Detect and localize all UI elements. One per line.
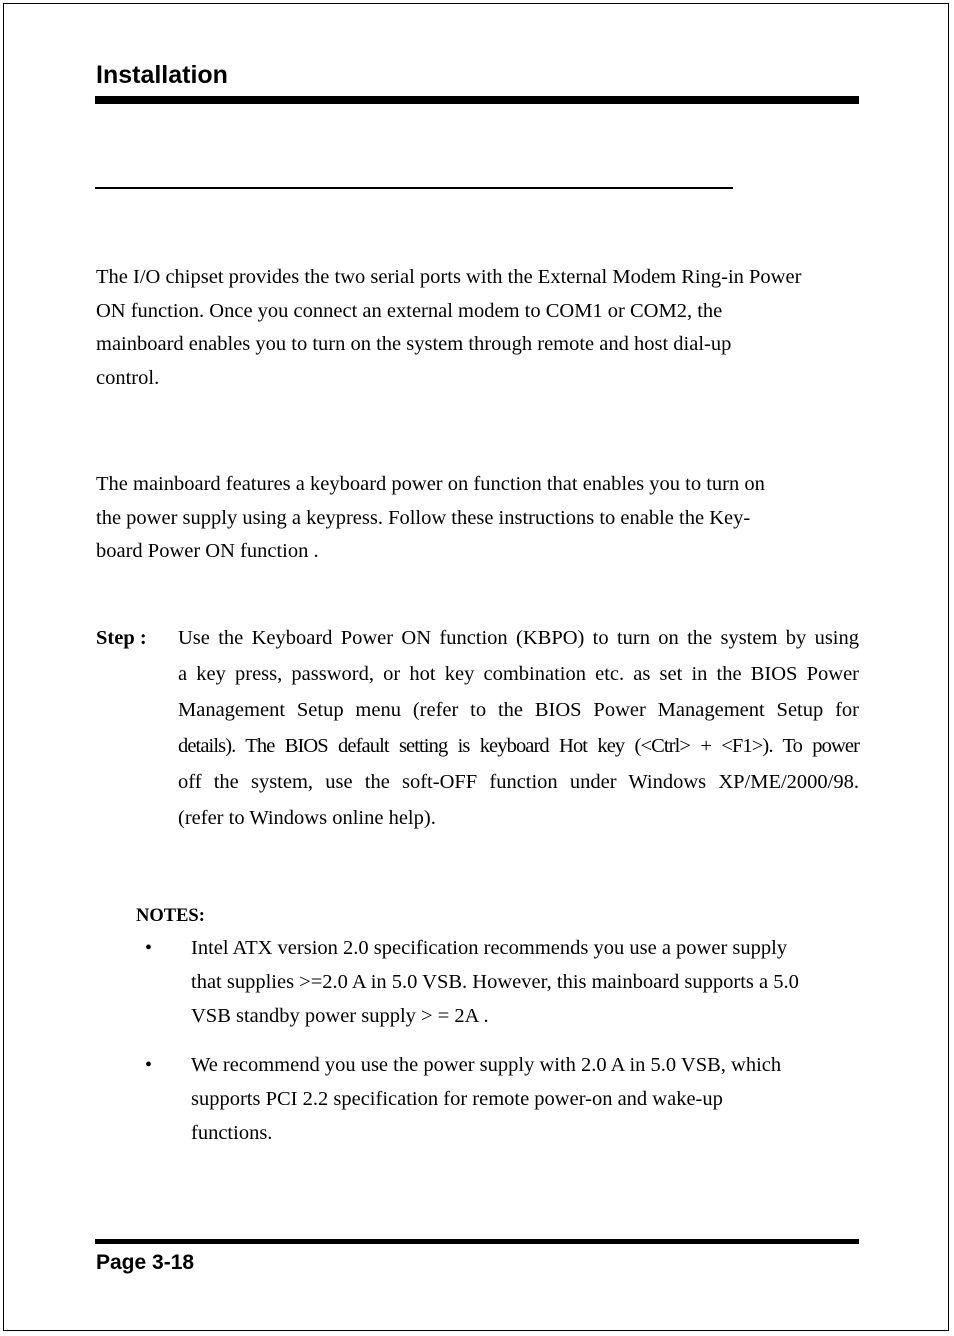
paragraph-line: board Power ON function . <box>96 540 319 562</box>
paragraph-line: The mainboard features a keyboard power on function that enables you to turn on <box>96 473 765 495</box>
paragraph-line: ON function. Once you connect an external modem to COM1 or COM2, the <box>96 299 723 322</box>
step-instructions <box>178 620 859 836</box>
step-line: Use the Keyboard Power ON function (KBPO) to turn on the system by using <box>178 627 859 649</box>
note-line: Intel ATX version 2.0 specification recommends you use a power supply <box>191 937 788 959</box>
paragraph-line: the power supply using a keypress. Follow these instructions to enable the Key- <box>96 506 751 529</box>
note-line: functions. <box>191 1122 273 1144</box>
section-heading-rule <box>95 187 733 189</box>
step-label: Step : <box>96 627 147 649</box>
step-line: a key press, password, or hot key combination etc. as set in the BIOS Power <box>178 663 859 685</box>
paragraph-line: The I/O chipset provides the two serial ports with the External Modem Ring-in Power <box>96 266 802 288</box>
bullet-icon: • <box>145 1054 153 1076</box>
note-item <box>191 931 861 1033</box>
note-line: supports PCI 2.2 specification for remote power-on and wake-up <box>191 1088 723 1110</box>
step-line: Management Setup menu (refer to the BIOS Power Management Setup for <box>178 699 859 721</box>
note-item <box>191 1048 861 1150</box>
header-rule <box>95 96 859 104</box>
paragraph-line: control. <box>96 366 160 389</box>
step-line: off the system, use the soft-OFF function under Windows XP/ME/2000/98. <box>178 771 859 793</box>
footer-rule <box>95 1239 859 1244</box>
page-number: Page 3-18 <box>96 1251 195 1274</box>
keyboard-power-paragraph <box>96 468 876 569</box>
notes-title: NOTES: <box>136 906 205 926</box>
note-line: VSB standby power supply > = 2A . <box>191 1005 489 1027</box>
io-chipset-paragraph <box>96 261 876 395</box>
step-line: (refer to Windows online help). <box>178 807 436 829</box>
bullet-icon: • <box>145 937 153 959</box>
page-header-title: Installation <box>96 61 228 89</box>
note-line: We recommend you use the power supply with 2.0 A in 5.0 VSB, which <box>191 1054 782 1076</box>
paragraph-line: mainboard enables you to turn on the system through remote and host dial-up <box>96 333 732 355</box>
step-line: details). The BIOS default setting is keyboard Hot key (<Ctrl> + <F1>). To power <box>178 735 859 757</box>
note-line: that supplies >=2.0 A in 5.0 VSB. However, this mainboard supports a 5.0 <box>191 971 799 993</box>
